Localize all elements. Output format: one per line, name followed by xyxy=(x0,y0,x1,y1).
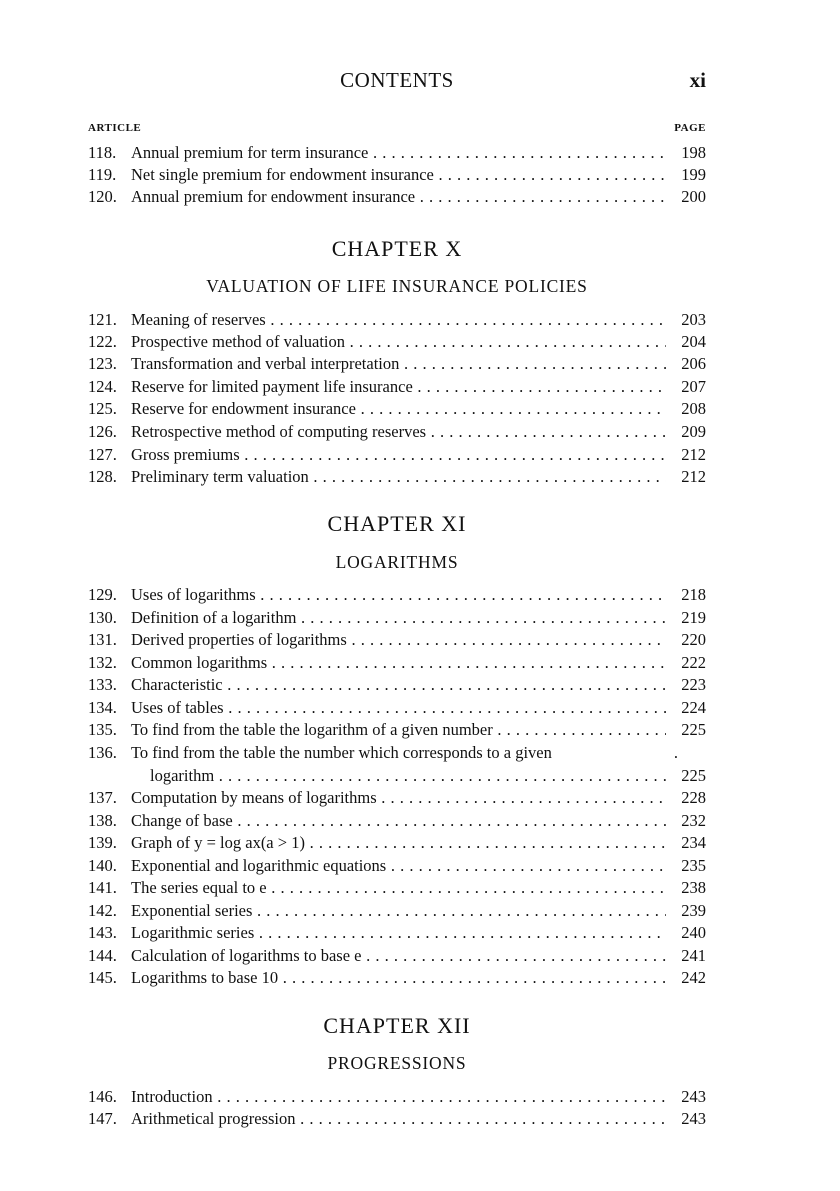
entry-number: 141. xyxy=(88,878,117,897)
entry-number: 139. xyxy=(88,833,117,852)
entry-number: 133. xyxy=(88,675,117,694)
toc-entry-125[interactable] xyxy=(88,398,706,420)
entry-page: 203 xyxy=(668,309,706,331)
entry-title: Uses of tables . . . xyxy=(131,697,666,719)
entry-title: Definition of a logarithm . . . xyxy=(131,607,666,629)
toc-entry-126[interactable] xyxy=(88,421,706,443)
toc-entry-139[interactable] xyxy=(88,832,706,854)
entry-number: 147. xyxy=(88,1109,117,1128)
toc-entry-124[interactable] xyxy=(88,376,706,398)
toc-entry-136[interactable] xyxy=(88,742,706,764)
entry-number: 118. xyxy=(88,143,117,162)
entry-page: 234 xyxy=(668,832,706,854)
chapter-heading-x: CHAPTER X xyxy=(331,236,463,261)
entry-page: 200 xyxy=(668,186,706,208)
entry-number: 123. xyxy=(88,354,117,373)
toc-entry-129[interactable] xyxy=(88,584,706,606)
entry-page: 206 xyxy=(668,353,706,375)
entry-title: Calculation of logarithms to base e . . . xyxy=(131,945,666,967)
entry-page: 228 xyxy=(668,787,706,809)
entry-page: 241 xyxy=(668,945,706,967)
entry-number: 125. xyxy=(88,399,117,418)
entry-page: 224 xyxy=(668,697,706,719)
entry-page: 238 xyxy=(668,877,706,899)
entry-number: 140. xyxy=(88,856,117,875)
entry-page: 243 xyxy=(668,1108,706,1130)
chapter-subtitle-x: VALUATION OF LIFE INSURANCE POLICIES xyxy=(206,276,588,296)
entry-number: 129. xyxy=(88,585,117,604)
entry-page: 219 xyxy=(668,607,706,629)
toc-entry-143[interactable] xyxy=(88,922,706,944)
entry-number: 127. xyxy=(88,445,117,464)
entry-page: 199 xyxy=(668,164,706,186)
toc-entry-127[interactable] xyxy=(88,444,706,466)
entry-number: 135. xyxy=(88,720,117,739)
entry-title: Reserve for endowment insurance . . . xyxy=(131,398,666,420)
entry-number: 126. xyxy=(88,422,117,441)
entry-page: 225 xyxy=(668,765,706,787)
entry-title: Uses of logarithms . . . xyxy=(131,584,666,606)
entry-page: 240 xyxy=(668,922,706,944)
entry-title: To find from the table the logarithm of a given number . . . xyxy=(131,719,666,741)
entry-title: Exponential series . . . xyxy=(131,900,666,922)
entry-number: 122. xyxy=(88,332,117,351)
entry-title: Computation by means of logarithms . . . xyxy=(131,787,666,809)
entry-page: 232 xyxy=(668,810,706,832)
toc-entry-135[interactable] xyxy=(88,719,706,741)
entry-page: 242 xyxy=(668,967,706,989)
entry-number: 121. xyxy=(88,310,117,329)
entry-page: 207 xyxy=(668,376,706,398)
toc-entry-119[interactable] xyxy=(88,164,706,186)
toc-entry-142[interactable] xyxy=(88,900,706,922)
entry-title: Meaning of reserves . . . xyxy=(131,309,666,331)
entry-page: 225 xyxy=(668,719,706,741)
entry-number: 134. xyxy=(88,698,117,717)
entry-page: 198 xyxy=(668,142,706,164)
entry-number: 131. xyxy=(88,630,117,649)
entry-number: 146. xyxy=(88,1087,117,1106)
entry-number: 145. xyxy=(88,968,117,987)
entry-number: 142. xyxy=(88,901,117,920)
entry-number: 143. xyxy=(88,923,117,942)
entry-page: 212 xyxy=(668,466,706,488)
toc-entry-131[interactable] xyxy=(88,629,706,651)
toc-entry-132[interactable] xyxy=(88,652,706,674)
page-column-header: PAGE xyxy=(674,122,706,134)
entry-number: 137. xyxy=(88,788,117,807)
entry-title: Retrospective method of computing reserves . . . xyxy=(131,421,666,443)
entry-title: The series equal to e . . . xyxy=(131,877,666,899)
stray-mark: . xyxy=(673,743,678,762)
entry-title: Logarithmic series . . . xyxy=(131,922,666,944)
entry-title: Reserve for limited payment life insurance . . . xyxy=(131,376,666,398)
entry-page: 212 xyxy=(668,444,706,466)
column-headers xyxy=(88,122,706,134)
chapter-heading-xi: CHAPTER XI xyxy=(327,511,467,536)
entry-title: Annual premium for endowment insurance . . . xyxy=(131,186,666,208)
entry-title: Introduction . . . xyxy=(131,1086,666,1108)
toc-entry-128[interactable] xyxy=(88,466,706,488)
entry-title: Arithmetical progression . . . xyxy=(131,1108,666,1130)
page-number: xi xyxy=(689,68,706,92)
toc-entry-121[interactable] xyxy=(88,309,706,331)
entry-page: 220 xyxy=(668,629,706,651)
entry-title: Exponential and logarithmic equations . . . xyxy=(131,855,666,877)
toc-entry-133[interactable] xyxy=(88,674,706,696)
entry-title: Logarithms to base 10 . . . xyxy=(131,967,666,989)
toc-entry-138[interactable] xyxy=(88,810,706,832)
entry-page: 223 xyxy=(668,674,706,696)
entry-title: Common logarithms . . . xyxy=(131,652,666,674)
entry-number: 128. xyxy=(88,467,117,486)
toc-entry-146[interactable] xyxy=(88,1086,706,1108)
entry-page: 218 xyxy=(668,584,706,606)
article-column-header: ARTICLE xyxy=(88,122,142,134)
entry-title: Prospective method of valuation . . . xyxy=(131,331,666,353)
entry-page: 239 xyxy=(668,900,706,922)
toc-entry-118[interactable] xyxy=(88,142,706,164)
entry-number: 144. xyxy=(88,946,117,965)
entry-title: Gross premiums . . . xyxy=(131,444,666,466)
entry-title: Annual premium for term insurance . . . xyxy=(131,142,666,164)
toc-entry-130[interactable] xyxy=(88,607,706,629)
entry-page: 204 xyxy=(668,331,706,353)
entry-number: 119. xyxy=(88,165,117,184)
chapter-subtitle-xii: PROGRESSIONS xyxy=(327,1053,467,1073)
entry-title: Graph of y = log ax(a > 1) . . . xyxy=(131,832,666,854)
toc-entry-137[interactable] xyxy=(88,787,706,809)
entry-title: Net single premium for endowment insurance . . . xyxy=(131,164,666,186)
entry-number: 120. xyxy=(88,187,117,206)
entry-number: 132. xyxy=(88,653,117,672)
entry-number: 130. xyxy=(88,608,117,627)
toc-entry-145[interactable] xyxy=(88,967,706,989)
entry-page: 222 xyxy=(668,652,706,674)
toc-entry-120[interactable] xyxy=(88,186,706,208)
toc-entry-147[interactable] xyxy=(88,1108,706,1130)
toc-entry-144[interactable] xyxy=(88,945,706,967)
toc-entry-122[interactable] xyxy=(88,331,706,353)
toc-entry-141[interactable] xyxy=(88,877,706,899)
entry-number: 138. xyxy=(88,811,117,830)
entry-page: 235 xyxy=(668,855,706,877)
entry-page: 208 xyxy=(668,398,706,420)
entry-title: logarithm . . . xyxy=(150,765,666,787)
toc-entry-134[interactable] xyxy=(88,697,706,719)
toc-entry-140[interactable] xyxy=(88,855,706,877)
entry-title: Preliminary term valuation . . . xyxy=(131,466,666,488)
chapter-subtitle-xi: LOGARITHMS xyxy=(335,552,459,572)
entry-number: 136. xyxy=(88,743,117,762)
entry-title: Derived properties of logarithms . . . xyxy=(131,629,666,651)
entry-number: 124. xyxy=(88,377,117,396)
entry-title: To find from the table the number which corresponds to a given xyxy=(131,743,552,762)
toc-entry-136-continuation[interactable] xyxy=(88,765,706,787)
running-head xyxy=(88,68,706,98)
chapter-heading-xii: CHAPTER XII xyxy=(323,1013,471,1038)
entry-title: Transformation and verbal interpretation . . . xyxy=(131,353,666,375)
entry-page: 243 xyxy=(668,1086,706,1108)
toc-entry-123[interactable] xyxy=(88,353,706,375)
page-title: CONTENTS xyxy=(340,68,454,92)
entry-title: Change of base . . . xyxy=(131,810,666,832)
entry-page: 209 xyxy=(668,421,706,443)
entry-title: Characteristic . . . xyxy=(131,674,666,696)
